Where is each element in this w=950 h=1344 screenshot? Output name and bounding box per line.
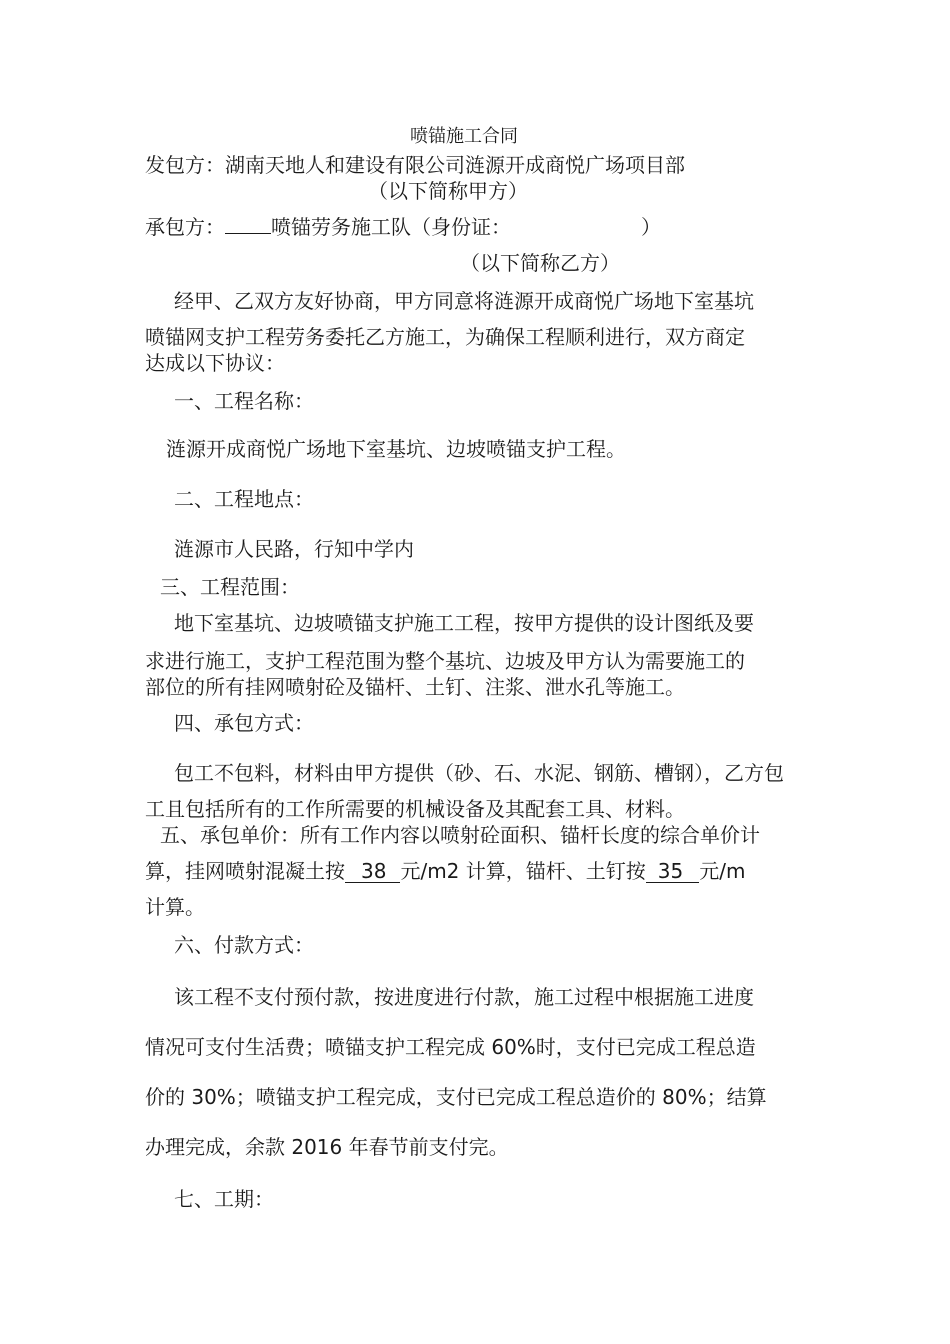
section-1-body: 涟源开成商悦广场地下室基坑、边坡喷锚支护工程。 (166, 437, 626, 461)
party-b-name-blank (225, 215, 271, 234)
section-5-line-2 (145, 858, 745, 884)
section-6-line-3: 价的 30%；喷锚支护工程完成，支付已完成工程总造价的 80%；结算 (145, 1085, 767, 1109)
section-3-heading: 三、工程范围： (160, 575, 300, 599)
section-3-line-3: 部位的所有挂网喷射砼及锚杆、土钉、注浆、泄水孔等施工。 (145, 675, 685, 699)
section-1-heading: 一、工程名称： (174, 389, 314, 413)
party-b-name: 喷锚劳务施工队（身份证： (271, 215, 511, 239)
party-b-close: ） (641, 215, 661, 239)
mesh-unit-price: 38 (345, 860, 400, 883)
section-6-line-4: 办理完成，余款 2016 年春节前支付完。 (145, 1135, 509, 1159)
intro-line-3: 达成以下协议： (145, 351, 285, 375)
section-6-heading: 六、付款方式： (174, 933, 314, 957)
section-7-heading: 七、工期： (174, 1187, 274, 1211)
section-5-text-a: 算，挂网喷射混凝土按 (145, 859, 345, 883)
section-5-text-c: 元/m (699, 859, 746, 883)
party-a-line: 发包方：湖南天地人和建设有限公司涟源开成商悦广场项目部 (145, 153, 685, 177)
party-b-alias: （以下简称乙方） (460, 251, 620, 275)
section-3-line-2: 求进行施工，支护工程范围为整个基坑、边坡及甲方认为需要施工的 (145, 649, 745, 673)
party-b-prefix: 承包方： (145, 215, 225, 239)
section-3-line-1: 地下室基坑、边坡喷锚支护施工工程，按甲方提供的设计图纸及要 (174, 611, 754, 635)
party-a-alias: （以下简称甲方） (368, 179, 528, 203)
intro-line-1: 经甲、乙双方友好协商，甲方同意将涟源开成商悦广场地下室基坑 (174, 289, 754, 313)
section-4-heading: 四、承包方式： (174, 711, 314, 735)
party-b-line (145, 214, 661, 240)
section-6-line-1: 该工程不支付预付款，按进度进行付款，施工过程中根据施工进度 (174, 985, 754, 1009)
section-5-line-1: 五、承包单价：所有工作内容以喷射砼面积、锚杆长度的综合单价计 (160, 823, 760, 847)
anchor-unit-price: 35 (646, 860, 699, 883)
section-6-line-2: 情况可支付生活费；喷锚支护工程完成 60%时，支付已完成工程总造 (145, 1035, 756, 1059)
section-5-line-3: 计算。 (145, 895, 205, 919)
section-5-text-b: 元/m2 计算，锚杆、土钉按 (400, 859, 646, 883)
document-title: 喷锚施工合同 (410, 126, 518, 147)
section-2-heading: 二、工程地点： (174, 487, 314, 511)
intro-line-2: 喷锚网支护工程劳务委托乙方施工，为确保工程顺利进行，双方商定 (145, 325, 745, 349)
section-4-line-1: 包工不包料，材料由甲方提供（砂、石、水泥、钢筋、槽钢），乙方包 (174, 761, 784, 785)
section-4-line-2: 工且包括所有的工作所需要的机械设备及其配套工具、材料。 (145, 797, 685, 821)
section-2-body: 涟源市人民路，行知中学内 (174, 537, 414, 561)
